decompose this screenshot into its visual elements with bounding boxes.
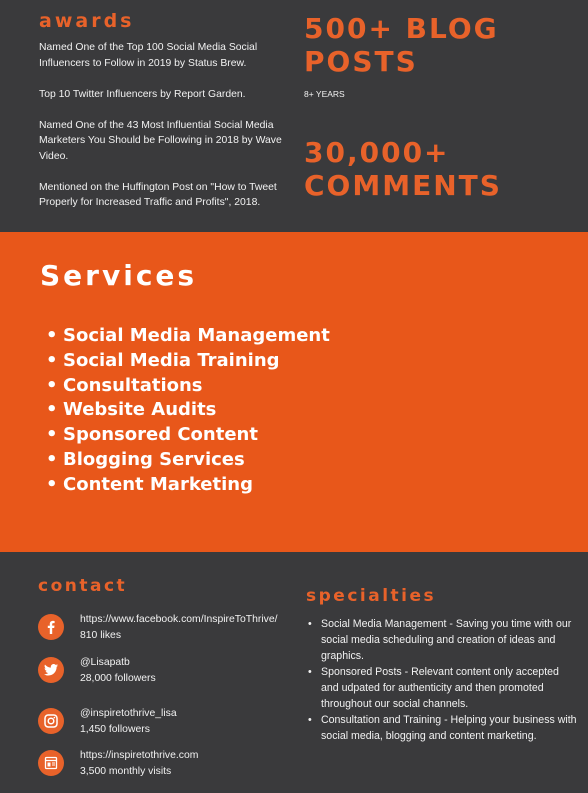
facebook-url[interactable]: https://www.facebook.com/InspireToThrive/ xyxy=(80,614,278,625)
services-section xyxy=(0,232,588,552)
twitter-icon xyxy=(38,657,64,683)
service-item: • Social Media Training xyxy=(46,349,330,374)
specialties-heading: specialties xyxy=(306,586,437,606)
instagram-icon xyxy=(38,708,64,734)
contact-heading: contact xyxy=(38,576,128,596)
specialty-item: • Social Media Management - Saving you time with our social media scheduling and creation of ideas and graphics. xyxy=(306,616,578,664)
blog-posts-stat: 500+ BLOG POSTS xyxy=(304,12,499,78)
top-section xyxy=(0,0,588,232)
awards-heading: awards xyxy=(39,10,135,32)
contact-facebook[interactable] xyxy=(38,612,308,646)
instagram-followers: 1,450 followers xyxy=(80,723,150,735)
service-item: • Social Media Management xyxy=(46,324,330,349)
specialties-list xyxy=(306,616,578,744)
service-item: • Website Audits xyxy=(46,398,330,423)
contact-website[interactable] xyxy=(38,748,308,782)
service-item: • Consultations xyxy=(46,374,330,399)
years-stat: 8+ YEARS xyxy=(304,89,345,99)
services-heading: Services xyxy=(40,259,198,292)
website-icon xyxy=(38,750,64,776)
award-item: Top 10 Twitter Influencers by Report Garden. xyxy=(39,88,246,100)
comments-stat: 30,000+ COMMENTS xyxy=(304,136,502,202)
twitter-handle[interactable]: @Lisapatb xyxy=(80,657,130,668)
award-item: Named One of the 43 Most Influential Social Media Marketers You Should be Following in 2018 by Wave Video. xyxy=(39,119,282,162)
services-list xyxy=(46,324,330,498)
specialty-item: • Sponsored Posts - Relevant content only accepted and udpated for authenticity and then promoted throughout our social channels. xyxy=(306,664,578,712)
awards-list xyxy=(39,40,301,226)
contact-instagram[interactable] xyxy=(38,706,308,740)
bottom-section xyxy=(0,552,588,793)
twitter-followers: 28,000 followers xyxy=(80,672,156,684)
facebook-icon xyxy=(38,614,64,640)
website-visits: 3,500 monthly visits xyxy=(80,765,172,777)
award-item: Named One of the Top 100 Social Media Social Influencers to Follow in 2019 by Status Brew. xyxy=(39,42,258,69)
award-item: Mentioned on the Huffington Post on "How to Tweet Properly for Increased Traffic and Profits", 2018. xyxy=(39,181,277,208)
service-item: • Blogging Services xyxy=(46,448,330,473)
website-url[interactable]: https://inspiretothrive.com xyxy=(80,750,199,761)
instagram-handle[interactable]: @inspiretothrive_lisa xyxy=(80,708,177,719)
contact-twitter[interactable] xyxy=(38,655,308,689)
specialty-item: • Consultation and Training - Helping your business with social media, blogging and content marketing. xyxy=(306,712,578,744)
facebook-likes: 810 likes xyxy=(80,629,122,641)
service-item: • Sponsored Content xyxy=(46,423,330,448)
service-item: • Content Marketing xyxy=(46,473,330,498)
